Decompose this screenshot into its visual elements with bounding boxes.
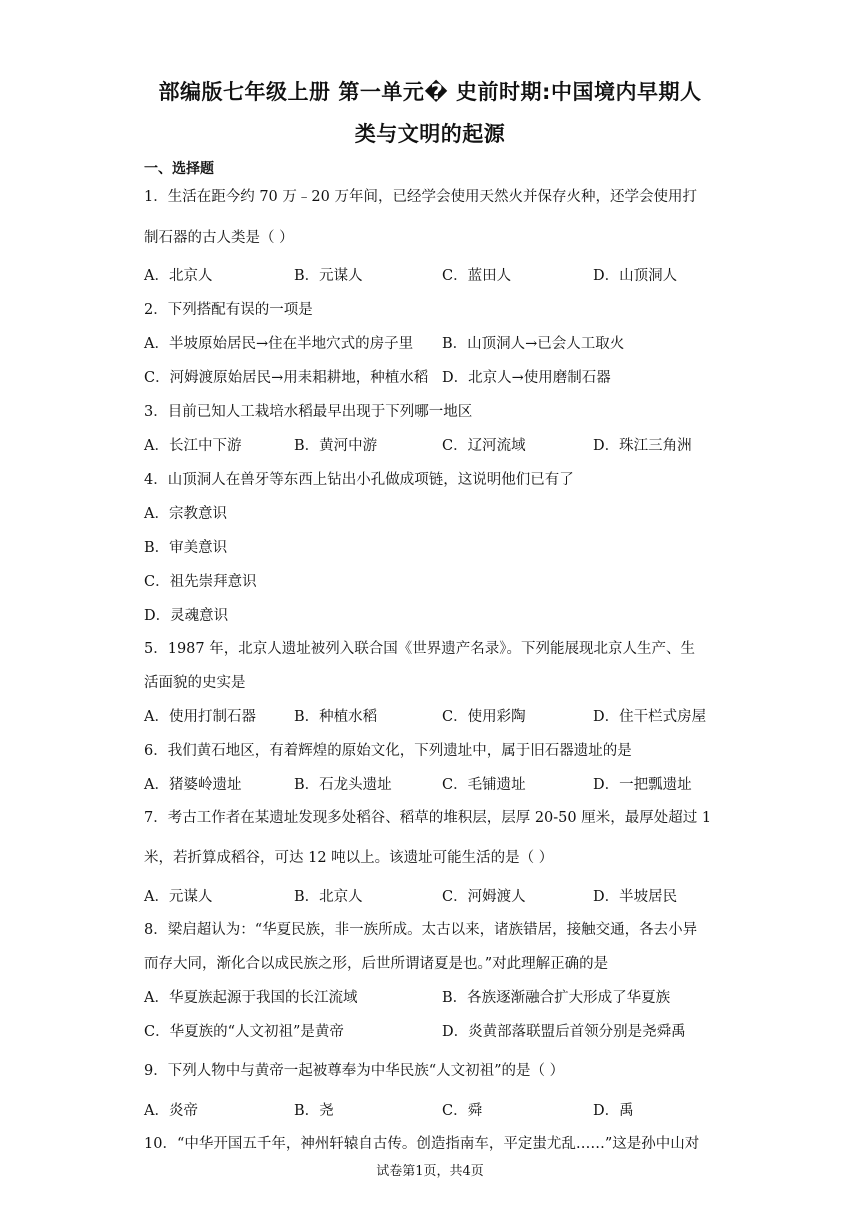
option-c: C．华夏族的“人文初祖”是黄帝 xyxy=(144,1024,344,1040)
question-stem: 而存大同，渐化合以成民族之形，后世所谓诸夏是也。”对此理解正确的是 xyxy=(144,956,609,972)
option-a: A．长江中下游 xyxy=(144,438,242,454)
question-stem: 7．考古工作者在某遗址发现多处稻谷、稻草的堆积层，层厚 20-50 厘米，最厚处超过 1 xyxy=(144,810,712,826)
option-c: C．蓝田人 xyxy=(442,268,512,284)
question-stem: 制石器的古人类是（ ） xyxy=(144,230,294,246)
option-c: C．辽河流域 xyxy=(442,438,526,454)
option-a: A．宗教意识 xyxy=(144,506,227,522)
option-d: D．住干栏式房屋 xyxy=(593,709,707,725)
option-c: C．河姆渡原始居民→用耒耜耕地，种植水稻 xyxy=(144,370,429,386)
option-d: D．北京人→使用磨制石器 xyxy=(442,370,611,386)
option-b: B．黄河中游 xyxy=(294,438,378,454)
option-a: A．华夏族起源于我国的长江流域 xyxy=(144,990,358,1006)
section-heading: 一、选择题 xyxy=(144,161,214,177)
option-c: C．使用彩陶 xyxy=(442,709,526,725)
option-d: D．山顶洞人 xyxy=(593,268,678,284)
option-c: C．舜 xyxy=(442,1103,483,1119)
document-title-line-2: 类与文明的起源 xyxy=(354,122,506,146)
question-stem: 6．我们黄石地区，有着辉煌的原始文化，下列遗址中，属于旧石器遗址的是 xyxy=(144,743,632,759)
question-stem: 9．下列人物中与黄帝一起被尊奉为中华民族“人文初祖”的是（ ） xyxy=(144,1063,565,1079)
option-b: B．尧 xyxy=(294,1103,334,1119)
question-stem: 1．生活在距今约 70 万﹣20 万年间，已经学会使用天然火并保存火种，还学会使用打 xyxy=(144,189,697,205)
question-stem: 8．梁启超认为：“华夏民族，非一族所成。太古以来，诸族错居，接触交通，各去小异 xyxy=(144,922,698,938)
question-stem: 4．山顶洞人在兽牙等东西上钻出小孔做成项链，这说明他们已有了 xyxy=(144,472,574,488)
option-d: D．一把瓢遗址 xyxy=(593,777,692,793)
option-b: B．审美意识 xyxy=(144,540,228,556)
question-stem: 5．1987 年，北京人遗址被列入联合国《世界遗产名录》。下列能展现北京人生产、生 xyxy=(144,641,695,657)
option-d: D．半坡居民 xyxy=(593,889,678,905)
option-d: D．炎黄部落联盟后首领分别是尧舜禹 xyxy=(442,1024,686,1040)
option-b: B．北京人 xyxy=(294,889,363,905)
question-stem: 10．“中华开国五千年，神州轩辕自古传。创造指南车，平定蚩尤乱……”这是孙中山对 xyxy=(144,1136,700,1152)
option-b: B．石龙头遗址 xyxy=(294,777,392,793)
option-c: C．祖先崇拜意识 xyxy=(144,574,257,590)
question-stem: 2．下列搭配有误的一项是 xyxy=(144,302,313,318)
option-a: A．北京人 xyxy=(144,268,213,284)
question-stem: 活面貌的史实是 xyxy=(144,675,246,691)
option-a: A．炎帝 xyxy=(144,1103,198,1119)
page-footer: 试卷第1页，共4页 xyxy=(376,1164,484,1179)
option-d: D．珠江三角洲 xyxy=(593,438,692,454)
question-stem: 米，若折算成稻谷，可达 12 吨以上。该遗址可能生活的是（ ） xyxy=(144,850,554,866)
option-a: A．元谋人 xyxy=(144,889,213,905)
option-b: B．各族逐渐融合扩大形成了华夏族 xyxy=(442,990,671,1006)
option-d: D．灵魂意识 xyxy=(144,608,229,624)
option-d: D．禹 xyxy=(593,1103,634,1119)
option-a: A．猪婆岭遗址 xyxy=(144,777,242,793)
option-b: B．元谋人 xyxy=(294,268,363,284)
option-a: A．使用打制石器 xyxy=(144,709,256,725)
option-b: B．种植水稻 xyxy=(294,709,378,725)
option-b: B．山顶洞人→已会人工取火 xyxy=(442,336,625,352)
document-title-line-1: 部编版七年级上册 第一单元� 史前时期:中国境内早期人 xyxy=(158,80,702,104)
option-c: C．毛铺遗址 xyxy=(442,777,526,793)
option-c: C．河姆渡人 xyxy=(442,889,526,905)
question-stem: 3．目前已知人工栽培水稻最早出现于下列哪一地区 xyxy=(144,404,473,420)
option-a: A．半坡原始居民→住在半地穴式的房子里 xyxy=(144,336,414,352)
